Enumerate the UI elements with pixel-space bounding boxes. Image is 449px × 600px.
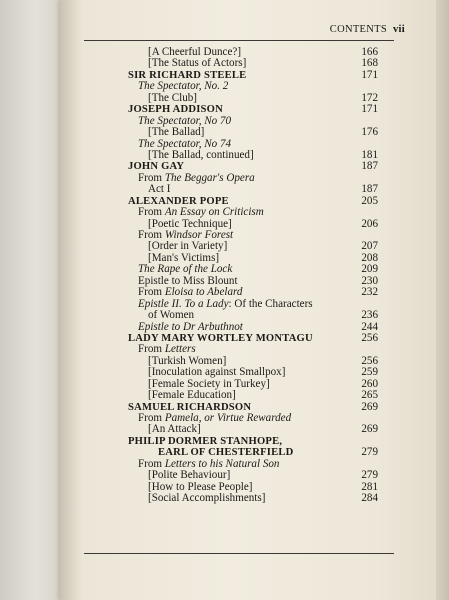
entry-prefix: From	[138, 286, 165, 299]
page-number: 256	[361, 354, 378, 367]
page-number: 206	[361, 217, 378, 230]
author-heading	[128, 436, 378, 447]
entry-title	[128, 436, 282, 447]
entry-prefix: From	[138, 343, 165, 356]
entry-suffix: : Of the Characters	[228, 297, 313, 310]
page-number: 166	[361, 46, 378, 58]
page-number: 281	[361, 480, 378, 493]
page-number: 181	[361, 148, 378, 161]
entry-text: [Turkish Women]	[148, 354, 227, 367]
entry-prefix: From	[138, 229, 165, 241]
entry-text: Letters to his Natural Son	[164, 457, 280, 470]
entry-text: [How to Please People]	[148, 480, 253, 493]
entry-text: The Beggar's Opera	[164, 171, 255, 184]
entry-title	[138, 322, 243, 333]
entry-title	[148, 390, 236, 401]
header-title: CONTENTS	[329, 24, 387, 35]
entry-text: The Rape of the Lock	[138, 263, 233, 276]
entry-prefix: From	[138, 206, 165, 219]
entry-title	[148, 150, 254, 161]
page-number: 232	[361, 286, 378, 299]
entry-text: Epistle II. To a Lady	[138, 297, 229, 310]
toc-entry	[128, 58, 378, 69]
entry-text: [Female Society in Turkey]	[148, 377, 270, 390]
page-number: 265	[361, 389, 378, 402]
toc-entry	[128, 424, 378, 435]
entry-text: [The Ballad]	[148, 126, 205, 139]
page-number: 187	[361, 160, 378, 173]
entry-title	[148, 493, 265, 504]
entry-text: [An Attack]	[148, 423, 201, 436]
entry-text: Eloisa to Abelard	[164, 286, 243, 299]
entry-prefix: From	[138, 171, 165, 184]
page-folio: vii	[393, 24, 405, 35]
entry-text: Windsor Forest	[164, 229, 234, 241]
page-number: 187	[361, 183, 378, 196]
page-number: 205	[361, 194, 378, 207]
page-number: 230	[361, 274, 378, 287]
entry-text: [Polite Behaviour]	[148, 469, 231, 482]
entry-text: [Social Accomplishments]	[148, 492, 266, 505]
page-number: 208	[361, 251, 378, 264]
toc-entry	[128, 150, 378, 161]
toc-entry	[128, 322, 378, 333]
running-header	[330, 24, 405, 35]
page-number: 244	[361, 320, 378, 333]
entry-text: An Essay on Criticism	[164, 206, 264, 219]
entry-title	[148, 93, 197, 104]
page-number: 171	[361, 103, 378, 116]
entry-text: [Inoculation against Smallpox]	[148, 366, 286, 379]
entry-text: [The Club]	[148, 91, 197, 104]
page-number: 269	[361, 423, 378, 436]
entry-text: PHILIP DORMER STANHOPE,	[128, 435, 283, 447]
entry-text: [The Ballad, continued]	[148, 148, 254, 161]
entry-text: SIR RICHARD STEELE	[128, 69, 247, 81]
entry-text: [Poetic Technique]	[148, 217, 232, 230]
page-number: 260	[361, 377, 378, 390]
entry-prefix: From	[138, 457, 165, 470]
header-rule	[84, 40, 394, 41]
entry-text: [A Cheerful Dunce?]	[148, 46, 242, 58]
entry-text: The Spectator, No. 2	[138, 80, 229, 93]
page-number: 172	[361, 91, 378, 104]
entry-text: The Spectator, No 70	[138, 114, 232, 127]
entry-text: EARL OF CHESTERFIELD	[158, 447, 294, 459]
page-number: 168	[361, 57, 378, 70]
entry-text: Letters	[164, 343, 196, 356]
page-number: 171	[361, 68, 378, 81]
entry-text: [Order in Variety]	[148, 240, 228, 253]
entry-text: Act I	[148, 183, 171, 196]
page-number: 176	[361, 126, 378, 139]
entry-text: Pamela, or Virtue Rewarded	[164, 412, 292, 424]
entry-text: [Man's Victims]	[148, 251, 220, 264]
toc-entry	[128, 93, 378, 104]
entry-prefix: From	[138, 412, 165, 424]
entry-title	[148, 58, 246, 69]
page-number: 236	[361, 309, 378, 322]
entry-text: LADY MARY WORTLEY MONTAGU	[128, 332, 313, 344]
page-edge	[436, 0, 449, 600]
entry-text: The Spectator, No 74	[138, 137, 232, 150]
page-number: 259	[361, 366, 378, 379]
entry-text: ALEXANDER POPE	[128, 195, 229, 207]
page-number: 256	[361, 331, 378, 344]
footer-rule	[84, 553, 394, 554]
toc-entry	[128, 390, 378, 401]
entry-text: JOHN GAY	[128, 161, 185, 173]
page-number: 279	[361, 469, 378, 482]
page-number: 279	[361, 446, 378, 459]
page-number: 209	[361, 263, 378, 276]
entry-text: [Female Education]	[148, 389, 236, 402]
entry-text: SAMUEL RICHARDSON	[128, 401, 252, 413]
page-number: 207	[361, 240, 378, 253]
background-surface	[0, 0, 64, 600]
entry-text: JOSEPH ADDISON	[128, 104, 223, 116]
entry-text: of Women	[148, 309, 195, 322]
page-number: 284	[361, 492, 378, 505]
contents-list	[128, 47, 378, 505]
toc-entry	[128, 184, 378, 195]
entry-title	[148, 424, 201, 435]
entry-text: Epistle to Dr Arbuthnot	[138, 320, 243, 333]
entry-title	[148, 184, 171, 195]
toc-entry	[128, 493, 378, 504]
page-number: 269	[361, 400, 378, 413]
entry-text: Epistle to Miss Blount	[138, 274, 238, 287]
entry-text: [The Status of Actors]	[148, 57, 247, 70]
